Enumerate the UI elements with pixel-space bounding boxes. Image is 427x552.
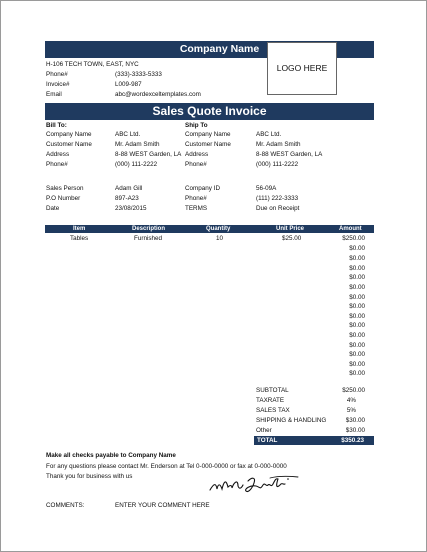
company-invoice: L009-987 [115,81,142,88]
company-id-label: Company ID [185,185,220,192]
subtotal-label: SUBTOTAL [256,387,289,394]
bill-to-address: 8-88 WEST Garden, LA [115,151,182,158]
subtotal-value: $250.00 [342,387,365,394]
shipping-value: $30.00 [345,417,365,424]
date-label: Date [46,205,60,212]
questions-note: For any questions please contact Mr. Enderson at Tel 0-000-0000 or fax at 0-000-0000 [46,463,287,470]
company-email-label: Email [46,91,62,98]
ship-to-phone-label: Phone# [185,161,207,168]
ship-to-address: 8-88 WEST Garden, LA [256,151,323,158]
row-description: Furnished [134,235,163,242]
amount-cell: $250.00 [342,235,365,242]
header-description: Description [132,226,166,232]
company-email: abc@wordexceltemplates.com [115,91,201,98]
total-bar [254,436,374,445]
amount-cell: $0.00 [349,351,365,358]
other-label: Other [256,427,272,434]
header-item: Item [73,226,86,232]
company-phone: (333)-3333-5333 [115,71,162,78]
checks-payable-note: Make all checks payable to Company Name [46,452,176,459]
amount-cell: $0.00 [349,332,365,339]
logo-placeholder [267,42,337,95]
invoice-title: Sales Quote Invoice [152,104,267,118]
sales-person: Adam Gill [115,185,143,192]
amount-cell: $0.00 [349,265,365,272]
ship-to-phone: (000) 111-2222 [256,161,299,168]
bill-to-company-label: Company Name [46,131,92,138]
company-id: 56-09A [256,185,277,192]
amount-cell: $0.00 [349,342,365,349]
ship-to-company-label: Company Name [185,131,231,138]
bill-to-heading: Bill To: [46,122,67,129]
amount-cell: $0.00 [349,322,365,329]
total-value: $350.23 [341,437,364,444]
items-table-header [45,225,374,233]
amount-cell: $0.00 [349,255,365,262]
amount-cell: $0.00 [349,245,365,252]
company-address: H-106 TECH TOWN, EAST, NYC [46,61,139,68]
terms-value: Due on Receipt [256,205,300,212]
bill-to-address-label: Address [46,151,70,158]
sales-person-label: Sales Person [46,185,84,192]
po-number: 897-A23 [115,195,139,202]
invoice-title-bar [45,103,374,120]
company-invoice-label: Invoice# [46,81,70,88]
sales-phone-label: Phone# [185,195,207,202]
comments-label: COMMENTS: [46,502,85,509]
ship-to-customer: Mr. Adam Smith [256,141,301,148]
bill-to-phone: (000) 111-2222 [115,161,158,168]
ship-to-customer-label: Customer Name [185,141,231,148]
bill-to-customer: Mr. Adam Smith [115,141,160,148]
amount-cell: $0.00 [349,303,365,310]
date-value: 23/08/2015 [115,205,147,212]
amount-cell: $0.00 [349,284,365,291]
row-quantity: 10 [216,235,224,242]
header-amount: Amount [339,226,362,232]
company-phone-label: Phone# [46,71,68,78]
ship-to-heading: Ship To [185,122,208,129]
total-label: TOTAL [257,437,278,444]
comments-value: ENTER YOUR COMMENT HERE [115,502,210,509]
bill-to-phone-label: Phone# [46,161,68,168]
sales-phone: (111) 222-3333 [256,195,299,202]
header-quantity: Quantity [206,226,231,232]
bill-to-company: ABC Ltd. [115,131,141,138]
bill-to-customer-label: Customer Name [46,141,92,148]
signature-image [208,473,300,495]
row-item: Tables [70,235,89,242]
salestax-value: 5% [346,407,356,414]
terms-label: TERMS [185,205,208,212]
amount-cell: $0.00 [349,370,365,377]
salestax-label: SALES TAX [256,407,290,414]
po-number-label: P.O Number [46,195,81,202]
thanks-note: Thank you for business with us [46,473,133,480]
taxrate-value: 4% [346,397,356,404]
company-name: Company Name [179,43,260,55]
shipping-label: SHIPPING & HANDLING [256,417,327,424]
amount-cell: $0.00 [349,274,365,281]
ship-to-address-label: Address [185,151,209,158]
logo-text: LOGO HERE [276,63,328,73]
header-unit-price: Unit Price [276,226,305,232]
taxrate-label: TAXRATE [256,397,285,404]
amount-cell: $0.00 [349,294,365,301]
amount-cell: $0.00 [349,313,365,320]
ship-to-company: ABC Ltd. [256,131,282,138]
row-unit-price: $25.00 [282,235,302,242]
other-value: $30.00 [345,427,365,434]
amount-cell: $0.00 [349,361,365,368]
